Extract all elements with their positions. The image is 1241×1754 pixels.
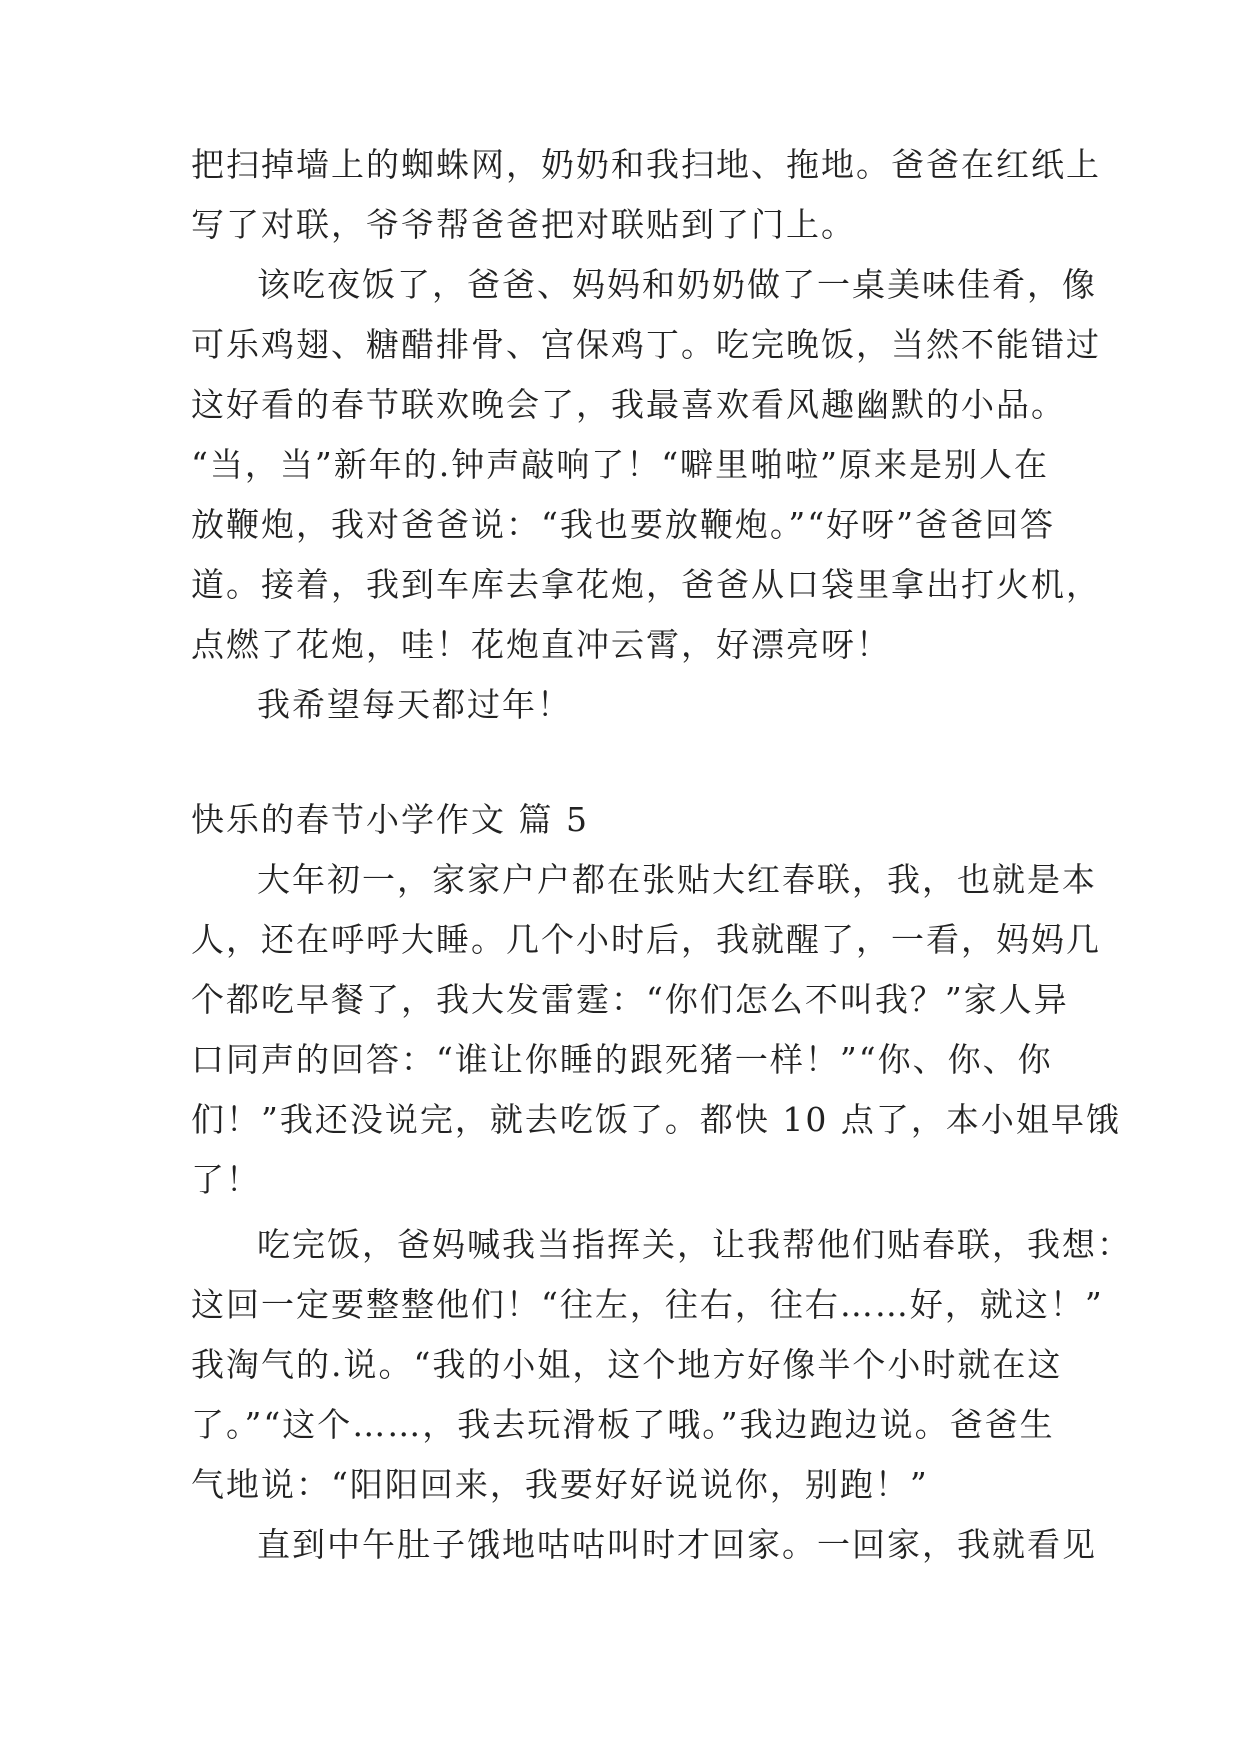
paragraph-dinner-line-3: 这好看的春节联欢晚会了，我最喜欢看风趣幽默的小品。 xyxy=(191,385,1066,424)
paragraph-couplets-line-3: 我淘气的.说。“我的小姐，这个地方好像半个小时就在这 xyxy=(191,1345,1063,1384)
paragraph-wish-line-1: 我希望每天都过年！ xyxy=(257,685,572,724)
paragraph-couplets-line-5: 气地说：“阳阳回来，我要好好说说你，别跑！” xyxy=(191,1465,929,1504)
paragraph-new-year-line-6: 了！ xyxy=(191,1160,261,1199)
paragraph-new-year-line-4: 口同声的回答：“谁让你睡的跟死猪一样！”“你、你、你 xyxy=(191,1040,1053,1079)
paragraph-dinner-line-5: 放鞭炮，我对爸爸说：“我也要放鞭炮。”“好呀”爸爸回答 xyxy=(191,505,1055,544)
paragraph-couplets-line-1: 吃完饭，爸妈喊我当指挥关，让我帮他们贴春联，我想： xyxy=(257,1225,1132,1264)
section-heading: 快乐的春节小学作文 篇 5 xyxy=(191,800,589,839)
paragraph-continued-line-2: 写了对联，爷爷帮爸爸把对联贴到了门上。 xyxy=(191,205,856,244)
paragraph-couplets-line-2: 这回一定要整整他们！“往左，往右，往右……好，就这！” xyxy=(191,1285,1104,1324)
paragraph-dinner-line-1: 该吃夜饭了，爸爸、妈妈和奶奶做了一桌美味佳肴，像 xyxy=(257,265,1097,304)
paragraph-new-year-line-5: 们！”我还没说完，就去吃饭了。都快 10 点了，本小姐早饿 xyxy=(191,1100,1121,1139)
paragraph-dinner-line-6: 道。接着，我到车库去拿花炮，爸爸从口袋里拿出打火机， xyxy=(191,565,1101,604)
paragraph-new-year-line-3: 个都吃早餐了，我大发雷霆：“你们怎么不叫我？”家人异 xyxy=(191,980,1069,1019)
paragraph-dinner-line-2: 可乐鸡翅、糖醋排骨、宫保鸡丁。吃完晚饭，当然不能错过 xyxy=(191,325,1101,364)
paragraph-continued-line-1: 把扫掉墙上的蜘蛛网，奶奶和我扫地、拖地。爸爸在红纸上 xyxy=(191,145,1101,184)
paragraph-noon-line-1: 直到中午肚子饿地咕咕叫时才回家。一回家，我就看见 xyxy=(257,1525,1097,1564)
paragraph-dinner-line-7: 点燃了花炮，哇！花炮直冲云霄，好漂亮呀！ xyxy=(191,625,891,664)
paragraph-new-year-line-1: 大年初一，家家户户都在张贴大红春联，我，也就是本 xyxy=(257,860,1097,899)
paragraph-couplets-line-4: 了。”“这个……，我去玩滑板了哦。”我边跑边说。爸爸生 xyxy=(191,1405,1055,1444)
paragraph-new-year-line-2: 人，还在呼呼大睡。几个小时后，我就醒了，一看，妈妈几 xyxy=(191,920,1101,959)
paragraph-dinner-line-4: “当，当”新年的.钟声敲响了！“噼里啪啦”原来是别人在 xyxy=(191,445,1049,484)
